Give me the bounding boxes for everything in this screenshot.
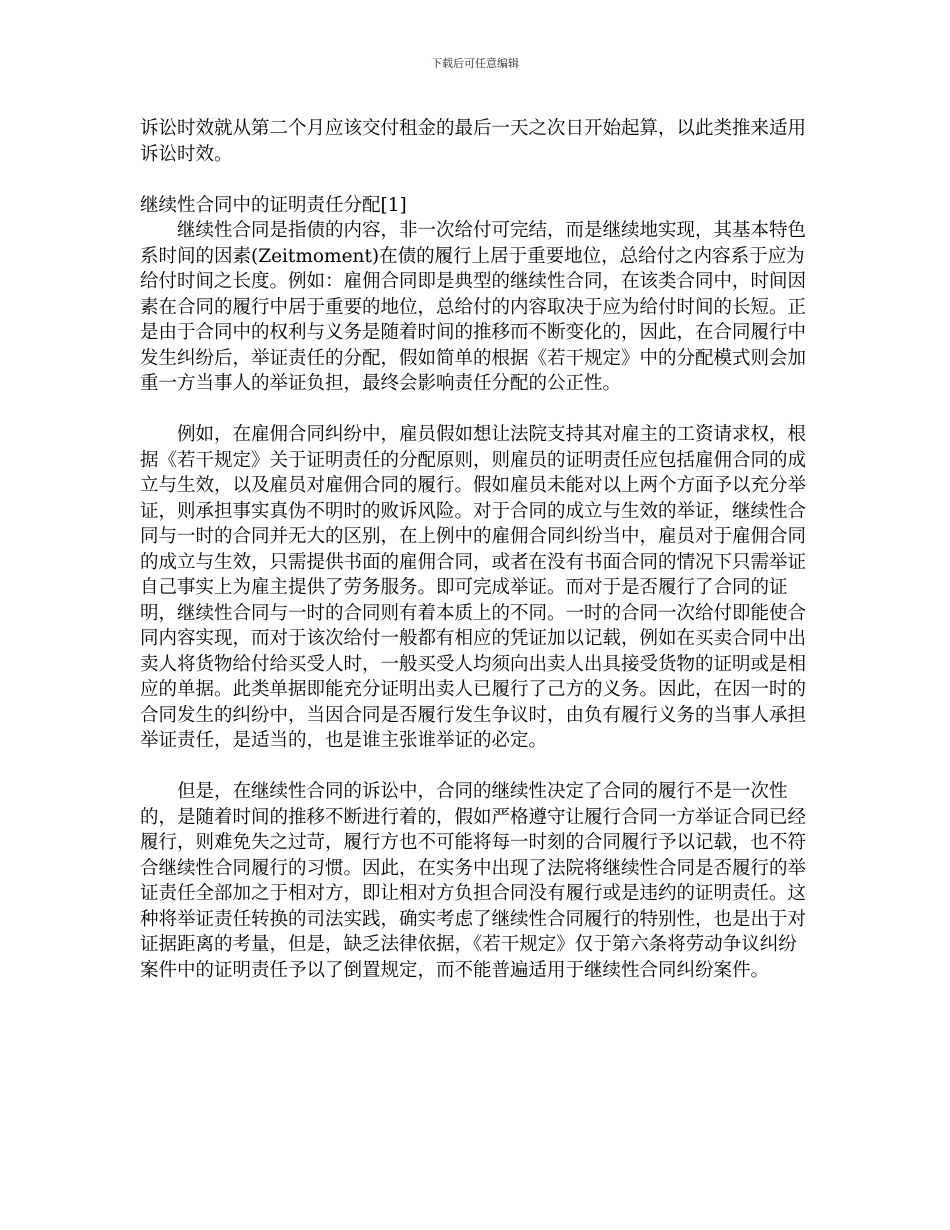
document-body xyxy=(140,116,806,983)
paragraph-gap xyxy=(140,167,806,193)
paragraph-gap xyxy=(140,754,806,780)
paragraph-1: 诉讼时效就从第二个月应该交付租金的最后一天之次日开始起算，以此类推来适用诉讼时效。 xyxy=(140,118,807,165)
section-heading: 继续性合同中的证明责任分配[1] xyxy=(140,194,407,216)
paragraph-gap xyxy=(140,397,806,423)
paragraph-3: 例如，在雇佣合同纠纷中，雇员假如想让法院支持其对雇主的工资请求权，根据《若干规定》关于证明责任的分配原则，则雇员的证明责任应包括雇佣合同的成立与生效，以及雇员对雇佣合同的履行。假如雇员未能对以上两个方面予以充分举证，则承担事实真伪不明时的败诉风险。对于合同的成立与生效的举证，继续性合同与一时的合同并无大的区别，在上例中的雇佣合同纠纷当中，雇员对于雇佣合同的成立与生效，只需提供书面的雇佣合同，或者在没有书面合同的情况下只需举证自己事实上为雇主提供了劳务服务。即可完成举证。而对于是否履行了合同的证明，继续性合同与一时的合同则有着本质上的不同。一时的合同一次给付即能使合同内容实现，而对于该次给付一般都有相应的凭证加以记载，例如在买卖合同中出卖人将货物给付给买受人时，一般买受人均须向出卖人出具接受货物的证明或是相应的单据。此类单据即能充分证明出卖人已履行了己方的义务。因此，在因一时的合同发生的纠纷中，当因合同是否履行发生争议时，由负有履行义务的当事人承担举证责任，是适当的，也是谁主张谁举证的必定。 xyxy=(140,424,807,751)
page-header: 下载后可任意编辑 xyxy=(431,57,519,70)
paragraph-4: 但是，在继续性合同的诉讼中，合同的继续性决定了合同的履行不是一次性的，是随着时间的推移不断进行着的，假如严格遵守让履行合同一方举证合同已经履行，则难免失之过苛，履行方也不可能将每一时刻的合同履行予以记载，也不符合继续性合同履行的习惯。因此，在实务中出现了法院将继续性合同是否履行的举证责任全部加之于相对方，即让相对方负担合同没有履行或是违约的证明责任。这种将举证责任转换的司法实践，确实考虑了继续性合同履行的特别性，也是出于对证据距离的考量，但是，缺乏法律依据，《若干规定》仅于第六条将劳动争议纠纷案件中的证明责任予以了倒置规定，而不能普遍适用于继续性合同纠纷案件。 xyxy=(140,781,807,981)
paragraph-2: 继续性合同是指债的内容，非一次给付可完结，而是继续地实现，其基本特色系时间的因素(Zeitmoment)在债的履行上居于重要地位，总给付之内容系于应为给付时间之长度。例如：雇佣合同即是典型的继续性合同，在该类合同中，时间因素在合同的履行中居于重要的地位，总给付的内容取决于应为给付时间的长短。正是由于合同中的权利与义务是随着时间的推移而不断变化的，因此，在合同履行中发生纠纷后，举证责任的分配，假如简单的根据《若干规定》中的分配模式则会加重一方当事人的举证负担，最终会影响责任分配的公正性。 xyxy=(140,220,807,394)
